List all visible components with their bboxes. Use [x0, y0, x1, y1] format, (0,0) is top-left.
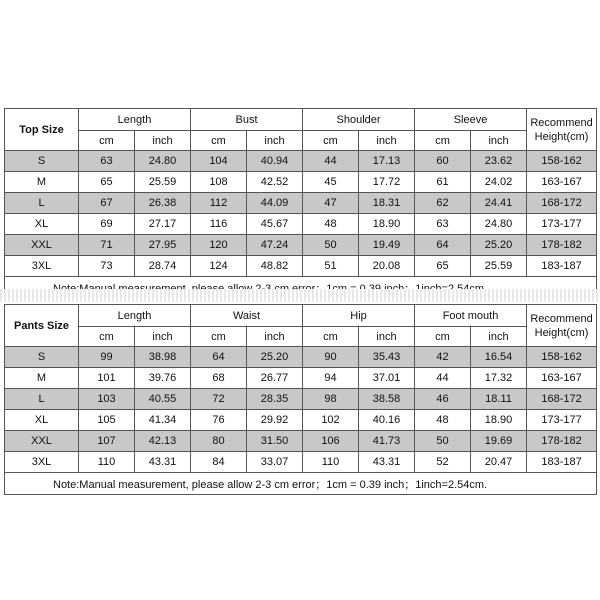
recommend-height-value: 163-167 [527, 172, 597, 193]
measure-value: 64 [415, 235, 471, 256]
measure-value: 41.73 [359, 431, 415, 452]
measure-value: 46 [415, 389, 471, 410]
measure-value: 24.80 [135, 151, 191, 172]
size-label: XL [5, 410, 79, 431]
table-row [5, 452, 597, 473]
recommend-height-value: 168-172 [527, 193, 597, 214]
measure-value: 28.74 [135, 256, 191, 277]
measure-value: 43.31 [135, 452, 191, 473]
unit-cm: cm [191, 131, 247, 151]
unit-cm: cm [79, 131, 135, 151]
size-label: S [5, 347, 79, 368]
table-row [5, 193, 597, 214]
unit-inch: inch [359, 327, 415, 347]
measure-value: 63 [415, 214, 471, 235]
measure-value: 63 [79, 151, 135, 172]
unit-inch: inch [247, 131, 303, 151]
measure-value: 17.72 [359, 172, 415, 193]
unit-inch: inch [135, 327, 191, 347]
recommend-height-value: 183-187 [527, 452, 597, 473]
measure-value: 65 [415, 256, 471, 277]
table-row [5, 368, 597, 389]
unit-cm: cm [415, 131, 471, 151]
measure-value: 24.02 [471, 172, 527, 193]
size-label: XXL [5, 235, 79, 256]
pants-group-waist: Waist [191, 305, 303, 327]
measure-value: 47.24 [247, 235, 303, 256]
measure-value: 44 [415, 368, 471, 389]
pants-recommend-height-header [527, 305, 597, 347]
top-recommend-height-header [527, 109, 597, 151]
measure-value: 120 [191, 235, 247, 256]
recommend-height-value: 173-177 [527, 214, 597, 235]
pants-note: Note:Manual measurement, please allow 2-3 cm error；1cm = 0.39 inch；1inch=2.54cm. [5, 473, 597, 495]
measure-value: 48.82 [247, 256, 303, 277]
unit-inch: inch [359, 131, 415, 151]
height-label: Height(cm) [534, 130, 589, 143]
unit-cm: cm [415, 327, 471, 347]
measure-value: 17.32 [471, 368, 527, 389]
measure-value: 20.08 [359, 256, 415, 277]
measure-value: 105 [79, 410, 135, 431]
measure-value: 41.34 [135, 410, 191, 431]
measure-value: 18.90 [471, 410, 527, 431]
measure-value: 24.80 [471, 214, 527, 235]
pants-group-length: Length [79, 305, 191, 327]
height-label: Height(cm) [534, 326, 589, 339]
measure-value: 101 [79, 368, 135, 389]
measure-value: 73 [79, 256, 135, 277]
measure-value: 38.98 [135, 347, 191, 368]
top-group-length: Length [79, 109, 191, 131]
size-label: M [5, 368, 79, 389]
measure-value: 102 [303, 410, 359, 431]
recommend-label: Recommend [530, 116, 593, 129]
measure-value: 25.59 [471, 256, 527, 277]
table-row [5, 389, 597, 410]
unit-inch: inch [471, 131, 527, 151]
measure-value: 60 [415, 151, 471, 172]
measure-value: 52 [415, 452, 471, 473]
measure-value: 18.90 [359, 214, 415, 235]
table-row [5, 347, 597, 368]
measure-value: 67 [79, 193, 135, 214]
measure-value: 51 [303, 256, 359, 277]
unit-cm: cm [79, 327, 135, 347]
recommend-height-value: 158-162 [527, 347, 597, 368]
measure-value: 23.62 [471, 151, 527, 172]
measure-value: 20.47 [471, 452, 527, 473]
measure-value: 110 [79, 452, 135, 473]
size-label: 3XL [5, 256, 79, 277]
measure-value: 24.41 [471, 193, 527, 214]
measure-value: 90 [303, 347, 359, 368]
measure-value: 18.11 [471, 389, 527, 410]
measure-value: 43.31 [359, 452, 415, 473]
measure-value: 71 [79, 235, 135, 256]
measure-value: 40.16 [359, 410, 415, 431]
measure-value: 68 [191, 368, 247, 389]
recommend-height-value: 173-177 [527, 410, 597, 431]
measure-value: 29.92 [247, 410, 303, 431]
recommend-height-value: 163-167 [527, 368, 597, 389]
measure-value: 16.54 [471, 347, 527, 368]
measure-value: 37.01 [359, 368, 415, 389]
measure-value: 72 [191, 389, 247, 410]
measure-value: 42.52 [247, 172, 303, 193]
size-label: L [5, 389, 79, 410]
measure-value: 98 [303, 389, 359, 410]
measure-value: 33.07 [247, 452, 303, 473]
top-group-shoulder: Shoulder [303, 109, 415, 131]
measure-value: 44.09 [247, 193, 303, 214]
measure-value: 69 [79, 214, 135, 235]
measure-value: 50 [303, 235, 359, 256]
size-label: XXL [5, 431, 79, 452]
measure-value: 124 [191, 256, 247, 277]
unit-inch: inch [247, 327, 303, 347]
measure-value: 50 [415, 431, 471, 452]
table-row [5, 431, 597, 452]
measure-value: 48 [303, 214, 359, 235]
pants-size-title: Pants Size [5, 305, 79, 347]
measure-value: 45.67 [247, 214, 303, 235]
measure-value: 84 [191, 452, 247, 473]
recommend-label: Recommend [530, 312, 593, 325]
size-label: L [5, 193, 79, 214]
size-label: M [5, 172, 79, 193]
measure-value: 39.76 [135, 368, 191, 389]
measure-value: 25.20 [247, 347, 303, 368]
measure-value: 48 [415, 410, 471, 431]
recommend-height-value: 158-162 [527, 151, 597, 172]
table-row [5, 410, 597, 431]
measure-value: 106 [303, 431, 359, 452]
measure-value: 42.13 [135, 431, 191, 452]
table-row [5, 235, 597, 256]
measure-value: 107 [79, 431, 135, 452]
measure-value: 26.38 [135, 193, 191, 214]
measure-value: 99 [79, 347, 135, 368]
size-label: XL [5, 214, 79, 235]
measure-value: 112 [191, 193, 247, 214]
measure-value: 42 [415, 347, 471, 368]
measure-value: 19.69 [471, 431, 527, 452]
unit-cm: cm [191, 327, 247, 347]
measure-value: 108 [191, 172, 247, 193]
measure-value: 18.31 [359, 193, 415, 214]
measure-value: 104 [191, 151, 247, 172]
measure-value: 94 [303, 368, 359, 389]
table-row [5, 256, 597, 277]
recommend-height-value: 183-187 [527, 256, 597, 277]
unit-cm: cm [303, 327, 359, 347]
measure-value: 110 [303, 452, 359, 473]
pants-group-foot-mouth: Foot mouth [415, 305, 527, 327]
measure-value: 62 [415, 193, 471, 214]
pants-group-hip: Hip [303, 305, 415, 327]
measure-value: 45 [303, 172, 359, 193]
measure-value: 103 [79, 389, 135, 410]
measure-value: 61 [415, 172, 471, 193]
measure-value: 35.43 [359, 347, 415, 368]
measure-value: 26.77 [247, 368, 303, 389]
measure-value: 76 [191, 410, 247, 431]
size-label: S [5, 151, 79, 172]
table-row [5, 151, 597, 172]
unit-cm: cm [303, 131, 359, 151]
top-group-bust: Bust [191, 109, 303, 131]
measure-value: 27.95 [135, 235, 191, 256]
measure-value: 116 [191, 214, 247, 235]
measure-value: 65 [79, 172, 135, 193]
size-label: 3XL [5, 452, 79, 473]
pants-size-table [4, 304, 597, 495]
measure-value: 17.13 [359, 151, 415, 172]
top-size-table [4, 108, 597, 299]
measure-value: 25.20 [471, 235, 527, 256]
recommend-height-value: 168-172 [527, 389, 597, 410]
top-size-rows [5, 151, 597, 277]
unit-inch: inch [135, 131, 191, 151]
top-size-title: Top Size [5, 109, 79, 151]
measure-value: 19.49 [359, 235, 415, 256]
measure-value: 25.59 [135, 172, 191, 193]
measure-value: 44 [303, 151, 359, 172]
recommend-height-value: 178-182 [527, 431, 597, 452]
measure-value: 38.58 [359, 389, 415, 410]
table-row [5, 172, 597, 193]
measure-value: 47 [303, 193, 359, 214]
measure-value: 40.94 [247, 151, 303, 172]
pants-size-rows [5, 347, 597, 473]
unit-inch: inch [471, 327, 527, 347]
measure-value: 80 [191, 431, 247, 452]
table-row [5, 214, 597, 235]
measure-value: 64 [191, 347, 247, 368]
measure-value: 27.17 [135, 214, 191, 235]
measure-value: 31.50 [247, 431, 303, 452]
measure-value: 40.55 [135, 389, 191, 410]
table-separator [0, 289, 600, 302]
measure-value: 28.35 [247, 389, 303, 410]
recommend-height-value: 178-182 [527, 235, 597, 256]
top-group-sleeve: Sleeve [415, 109, 527, 131]
